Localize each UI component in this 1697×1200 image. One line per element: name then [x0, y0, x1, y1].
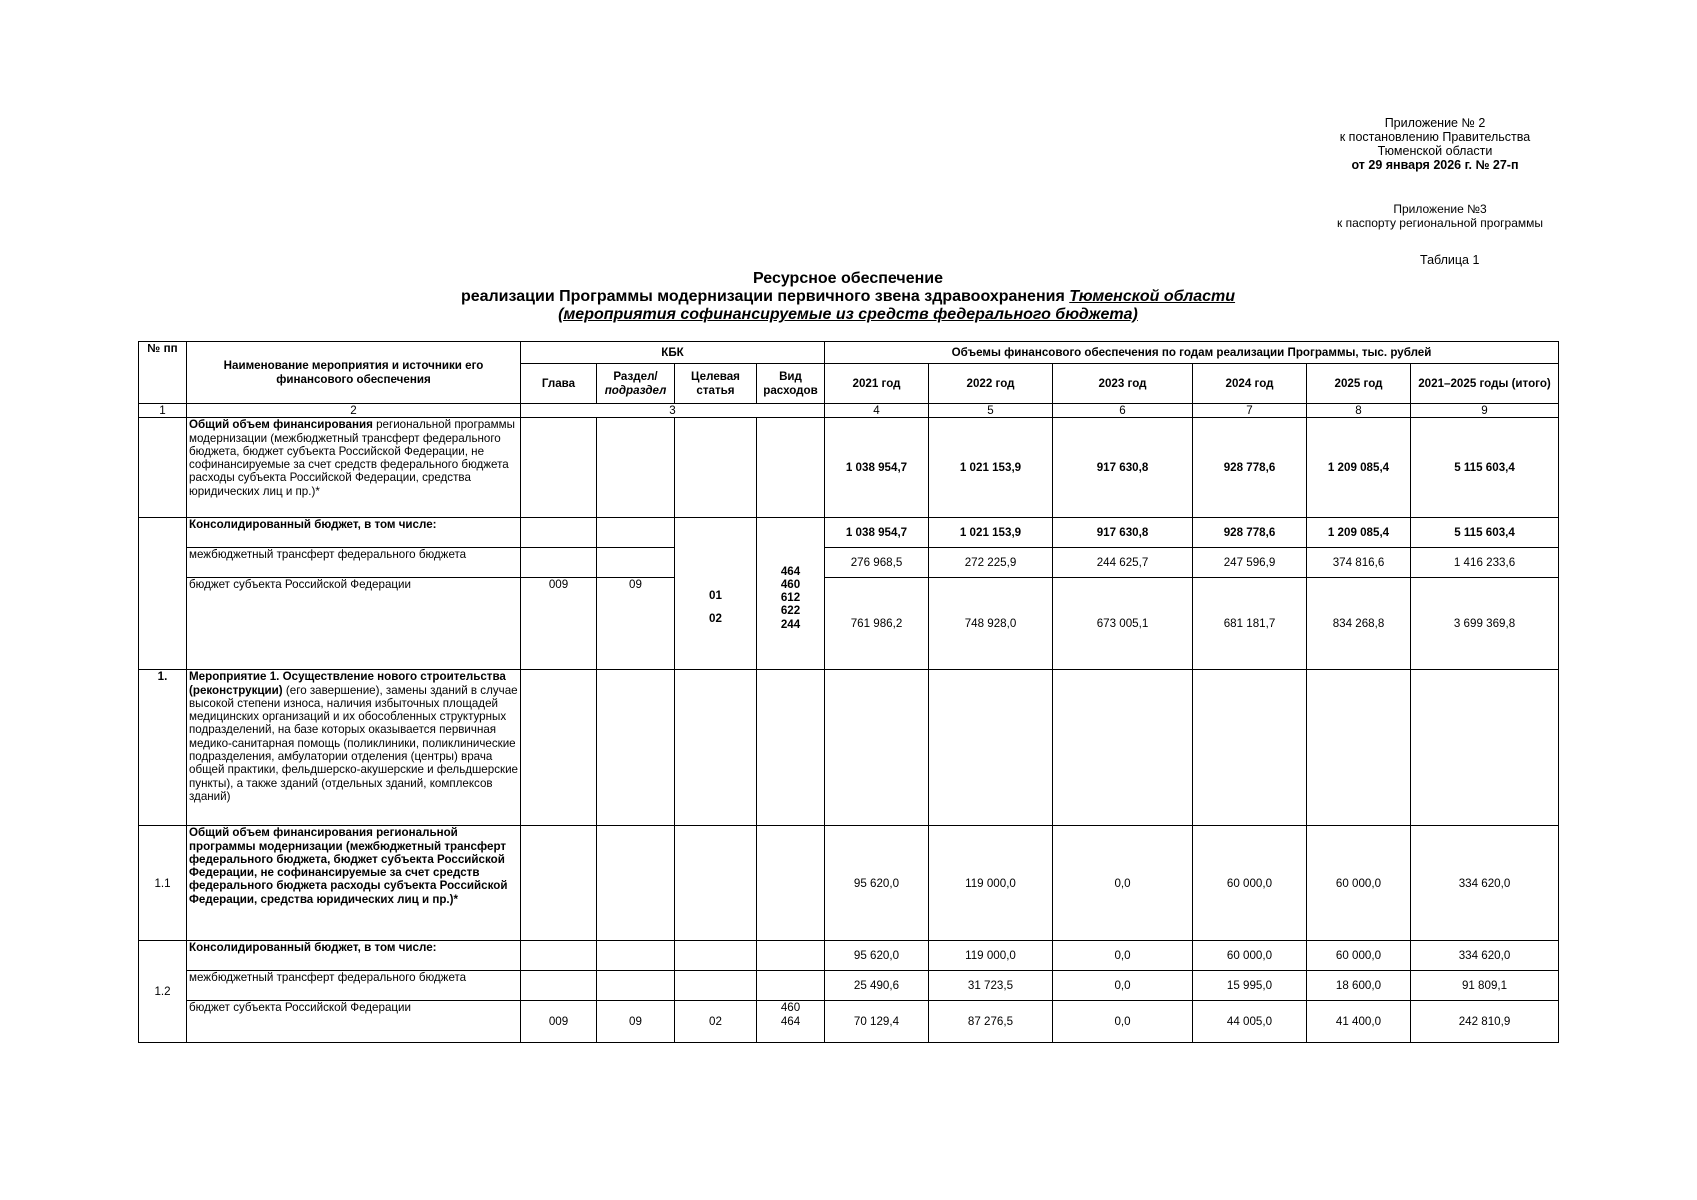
value-2023: 244 625,7 — [1053, 548, 1193, 578]
header-glava: Глава — [521, 364, 597, 404]
cell-razdel — [597, 941, 675, 971]
value-2025: 60 000,0 — [1307, 826, 1411, 941]
value-2021: 25 490,6 — [825, 971, 929, 1001]
value-2022: 31 723,5 — [929, 971, 1053, 1001]
table-row — [139, 548, 1559, 578]
value-2024: 44 005,0 — [1193, 1001, 1307, 1043]
row-name-total-bold: Общий объем финансирования — [189, 418, 373, 432]
kbk-vid-464: 464 — [780, 564, 801, 578]
row-no-1-1: 1.1 — [139, 826, 187, 941]
kbk-vid-622: 622 — [780, 604, 801, 618]
header-celevaya: Целевая статья — [675, 364, 757, 404]
value-2024: 681 181,7 — [1193, 578, 1307, 670]
value-2023: 0,0 — [1053, 1001, 1193, 1043]
kbk-celevaya-01: 01 — [709, 588, 722, 602]
appendix-2-line1: Приложение № 2 — [1384, 116, 1486, 130]
value-2022: 119 000,0 — [929, 941, 1053, 971]
value-2024: 928 778,6 — [1193, 418, 1307, 518]
table-row — [139, 578, 1559, 670]
colnum-6: 6 — [1053, 404, 1193, 418]
row-name-e1-regional: бюджет субъекта Российской Федерации — [187, 1001, 521, 1043]
value-2022: 1 021 153,9 — [929, 518, 1053, 548]
cell-vid — [757, 826, 825, 941]
row-name-total — [187, 418, 521, 518]
kbk-vid-460: 460 — [780, 577, 801, 591]
cell-celevaya — [675, 418, 757, 518]
value-2025: 1 209 085,4 — [1307, 518, 1411, 548]
value-2024: 928 778,6 — [1193, 518, 1307, 548]
cell-vid — [757, 418, 825, 518]
value-2021: 95 620,0 — [825, 941, 929, 971]
appendix-3-line2: к паспорту региональной программы — [1337, 216, 1543, 230]
cell-celevaya: 02 — [675, 1001, 757, 1043]
cell-celevaya — [675, 971, 757, 1001]
page-title — [138, 270, 1558, 324]
cell-vid — [757, 971, 825, 1001]
value-2022: 87 276,5 — [929, 1001, 1053, 1043]
value-2022: 119 000,0 — [929, 826, 1053, 941]
value-total: 1 416 233,6 — [1411, 548, 1559, 578]
cell-razdel — [597, 826, 675, 941]
cell-2024 — [1193, 670, 1307, 826]
header-kbk: КБК — [521, 342, 825, 364]
table-row — [139, 826, 1559, 941]
appendix-3-block — [1310, 202, 1570, 230]
value-2021: 70 129,4 — [825, 1001, 929, 1043]
cell-2025 — [1307, 670, 1411, 826]
cell-glava — [521, 418, 597, 518]
value-2023: 0,0 — [1053, 941, 1193, 971]
cell-celevaya — [675, 941, 757, 971]
title-line3: (мероприятия софинансируемые из средств федерального бюджета) — [558, 306, 1138, 323]
cell-glava: 009 — [521, 578, 597, 670]
header-name: Наименование мероприятия и источники его финансового обеспечения — [187, 342, 521, 404]
value-2021: 276 968,5 — [825, 548, 929, 578]
cell-total — [1411, 670, 1559, 826]
row-name-event1-bold: Мероприятие 1. Осуществление нового строительства (реконструкции) — [189, 670, 506, 697]
cell-glava — [521, 826, 597, 941]
header-razdel — [597, 364, 675, 404]
value-2024: 60 000,0 — [1193, 826, 1307, 941]
header-2022: 2022 год — [929, 364, 1053, 404]
kbk-celevaya-cell — [675, 518, 757, 670]
value-total: 334 620,0 — [1411, 826, 1559, 941]
cell-razdel: 09 — [597, 1001, 675, 1043]
header-2024: 2024 год — [1193, 364, 1307, 404]
value-total: 3 699 369,8 — [1411, 578, 1559, 670]
value-2023: 0,0 — [1053, 971, 1193, 1001]
appendix-2-line2: к постановлению Правительства — [1339, 130, 1531, 144]
header-total: 2021–2025 годы (итого) — [1411, 364, 1559, 404]
header-2025: 2025 год — [1307, 364, 1411, 404]
header-podrazdel: подраздел — [604, 383, 667, 397]
header-razdel-top: Раздел/ — [613, 370, 658, 384]
value-2025: 41 400,0 — [1307, 1001, 1411, 1043]
cell-razdel — [597, 518, 675, 548]
colnum-3: 3 — [521, 404, 825, 418]
cell-glava — [521, 548, 597, 578]
appendix-2-block — [1300, 116, 1570, 172]
header-2021: 2021 год — [825, 364, 929, 404]
value-2022: 748 928,0 — [929, 578, 1053, 670]
value-2021: 761 986,2 — [825, 578, 929, 670]
table-row — [139, 418, 1559, 518]
resource-table — [138, 341, 1559, 1043]
value-total: 242 810,9 — [1411, 1001, 1559, 1043]
colnum-2: 2 — [187, 404, 521, 418]
cell-glava — [521, 941, 597, 971]
table-row — [139, 518, 1559, 548]
kbk-vid-612: 612 — [780, 591, 801, 605]
kbk-celevaya-02: 02 — [709, 611, 722, 625]
row-name-total-rest: региональной программы модернизации (межбюджетный трансферт федерального бюджета, бюджет субъекта Российской Федерации, не софинансируемые за счет средств федерального бюджета расходы субъекта Российской Федерации, средства юридических лиц и пр.)* — [189, 418, 515, 498]
value-2025: 18 600,0 — [1307, 971, 1411, 1001]
appendix-3-line1: Приложение №3 — [1393, 202, 1487, 216]
cell-glava — [521, 518, 597, 548]
value-2024: 247 596,9 — [1193, 548, 1307, 578]
row-name-consolidated: Консолидированный бюджет, в том числе: — [187, 518, 521, 548]
value-2025: 834 268,8 — [1307, 578, 1411, 670]
cell-celevaya — [675, 670, 757, 826]
cell-2021 — [825, 670, 929, 826]
value-total: 334 620,0 — [1411, 941, 1559, 971]
row-name-transfer: межбюджетный трансферт федерального бюджета — [187, 548, 521, 578]
colnum-8: 8 — [1307, 404, 1411, 418]
value-2023: 917 630,8 — [1053, 518, 1193, 548]
kbk-vid-cell — [757, 518, 825, 670]
cell-razdel — [597, 971, 675, 1001]
kbk-vid-244: 244 — [780, 617, 801, 631]
cell-celevaya — [675, 826, 757, 941]
row-no — [139, 418, 187, 518]
colnum-1: 1 — [139, 404, 187, 418]
row-name-regional: бюджет субъекта Российской Федерации — [187, 578, 521, 670]
header-no: № пп — [139, 342, 187, 404]
colnum-9: 9 — [1411, 404, 1559, 418]
cell-glava — [521, 971, 597, 1001]
row-name-event1-rest: (его завершение), замены зданий в случае высокой степени износа, наличия избыточных площадей медицинских организаций и их обособленных структурных подразделений, на базе которых оказывается первичная медико-санитарная помощь (поликлиники, поликлинические подразделения, амбулатории отделения (центры) врача общей практики, фельдшерско-акушерские и фельдшерские пункты), а также зданий (отдельных зданий, комплексов зданий) — [189, 683, 518, 803]
colnum-7: 7 — [1193, 404, 1307, 418]
cell-razdel — [597, 418, 675, 518]
row-no — [139, 518, 187, 670]
cell-vid — [757, 1001, 825, 1043]
row-no-1-2: 1.2 — [139, 941, 187, 1043]
value-2024: 15 995,0 — [1193, 971, 1307, 1001]
value-2021: 95 620,0 — [825, 826, 929, 941]
cell-razdel — [597, 548, 675, 578]
cell-vid — [757, 941, 825, 971]
vid-464: 464 — [780, 1014, 801, 1028]
value-total: 5 115 603,4 — [1411, 518, 1559, 548]
cell-vid — [757, 670, 825, 826]
value-2023: 0,0 — [1053, 826, 1193, 941]
value-2023: 917 630,8 — [1053, 418, 1193, 518]
value-2025: 374 816,6 — [1307, 548, 1411, 578]
row-name-e1-total: Общий объем финансирования региональной программы модернизации (межбюджетный трансферт федерального бюджета, бюджет субъекта Российской Федерации, не софинансируемые за счет средств федерального бюджета расходы субъекта Российской Федерации, средства юридических лиц и пр.)* — [187, 826, 521, 941]
appendix-2-date: от 29 января 2026 г. № 27-п — [1351, 158, 1519, 172]
table-label: Таблица 1 — [1420, 253, 1480, 267]
header-vid: Вид расходов — [757, 364, 825, 404]
value-2022: 1 021 153,9 — [929, 418, 1053, 518]
title-line2-prefix: реализации Программы модернизации первичного звена здравоохранения — [460, 288, 1070, 305]
table-row — [139, 971, 1559, 1001]
table-row — [139, 1001, 1559, 1043]
value-2021: 1 038 954,7 — [825, 418, 929, 518]
cell-2022 — [929, 670, 1053, 826]
vid-460: 460 — [780, 1001, 801, 1015]
value-2021: 1 038 954,7 — [825, 518, 929, 548]
value-2022: 272 225,9 — [929, 548, 1053, 578]
row-name-e1-transfer: межбюджетный трансферт федерального бюджета — [187, 971, 521, 1001]
value-2024: 60 000,0 — [1193, 941, 1307, 971]
value-2025: 1 209 085,4 — [1307, 418, 1411, 518]
colnum-4: 4 — [825, 404, 929, 418]
cell-razdel — [597, 670, 675, 826]
title-line2 — [138, 288, 1558, 306]
value-2023: 673 005,1 — [1053, 578, 1193, 670]
value-2025: 60 000,0 — [1307, 941, 1411, 971]
row-no-event1: 1. — [139, 670, 187, 826]
cell-glava — [521, 670, 597, 826]
value-total: 91 809,1 — [1411, 971, 1559, 1001]
row-name-event1 — [187, 670, 521, 826]
cell-2023 — [1053, 670, 1193, 826]
cell-razdel: 09 — [597, 578, 675, 670]
header-2023: 2023 год — [1053, 364, 1193, 404]
value-total: 5 115 603,4 — [1411, 418, 1559, 518]
title-line1: Ресурсное обеспечение — [753, 270, 943, 287]
header-volumes: Объемы финансового обеспечения по годам реализации Программы, тыс. рублей — [825, 342, 1559, 364]
title-region: Тюменской области — [1069, 288, 1236, 305]
table-row — [139, 941, 1559, 971]
row-name-e1-consolidated: Консолидированный бюджет, в том числе: — [187, 941, 521, 971]
appendix-2-line3: Тюменской области — [1377, 144, 1493, 158]
colnum-5: 5 — [929, 404, 1053, 418]
table-row — [139, 670, 1559, 826]
cell-glava: 009 — [521, 1001, 597, 1043]
